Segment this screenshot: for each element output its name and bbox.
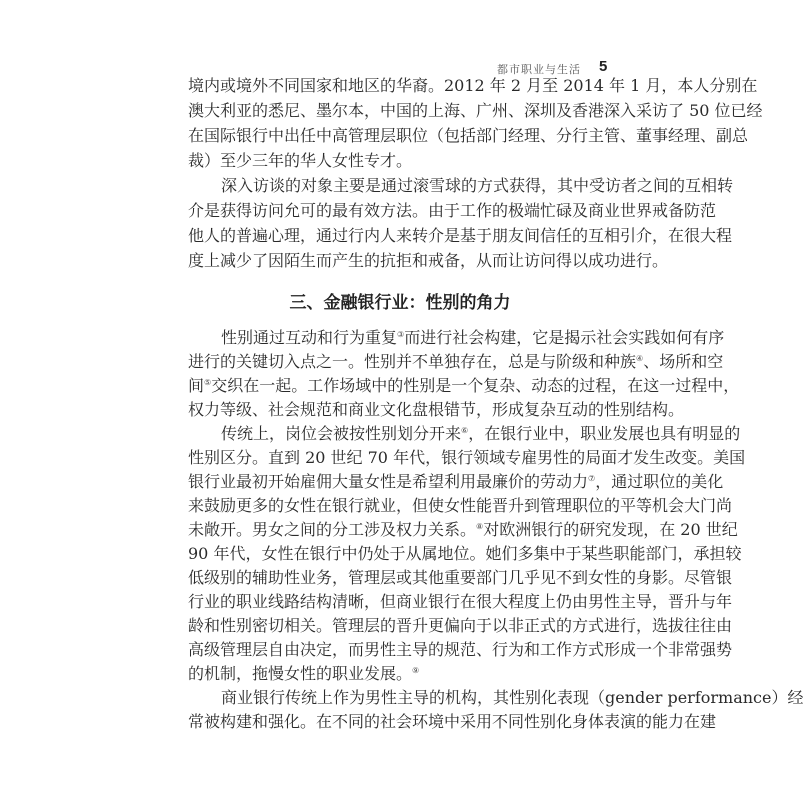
text-run: 对欧洲银行的研究发现，在 20 世纪 (483, 520, 738, 539)
text-line (188, 542, 742, 566)
text-run: 低级别的辅助性业务，管理层或其他重要部门几乎见不到女性的身影。尽管银 (188, 568, 733, 587)
text-run: 龄和性别密切相关。管理层的晋升更偏向于以非正式的方式进行，选拔往往由 (188, 616, 733, 635)
footnote-marker[interactable]: ④ (636, 354, 644, 363)
body-text-block (188, 326, 803, 734)
text-line (188, 223, 733, 248)
text-run: 度上减少了因陌生而产生的抗拒和戒备，从而让访问得以成功进行。 (188, 251, 669, 270)
text-line (188, 614, 733, 638)
text-run: 交织在一起。工作场域中的性别是一个复杂、动态的过程，在这一过程中， (211, 376, 740, 395)
body-text-block (188, 73, 763, 273)
text-line (188, 590, 733, 614)
text-run: 未敞开。男女之间的分工涉及权力关系。 (188, 520, 477, 539)
text-line (188, 248, 669, 273)
text-run: 介是获得访问允可的最有效方法。由于工作的极端忙碌及商业世界戒备防范 (188, 201, 717, 220)
text-run: 性别区分。直到 20 世纪 70 年代，银行领域专雇男性的局面才发生改变。美国 (188, 448, 746, 467)
text-run: 而进行社会构建，它是揭示社会实践如何有序 (404, 328, 725, 347)
text-run: 常被构建和强化。在不同的社会环境中采用不同性别化身体表演的能力在建 (188, 712, 717, 731)
text-line (188, 148, 594, 173)
text-line (188, 173, 734, 198)
text-line (188, 518, 738, 542)
text-run: 、场所和空 (643, 352, 724, 371)
text-run: 澳大利亚的悉尼、墨尔本，中国的上海、广州、深圳及香港深入采访了 50 位已经 (188, 101, 763, 120)
paragraph (188, 686, 803, 734)
text-run: 90 年代，女性在银行中仍处于从属地位。她们多集中于某些职能部门，承担较 (188, 544, 742, 563)
footnote-marker[interactable]: ⑨ (412, 666, 420, 675)
text-line (188, 686, 803, 710)
text-line (188, 374, 740, 398)
text-run: 境内或境外不同国家和地区的华裔。2012 年 2 月至 2014 年 1 月，本人分别在 (188, 76, 758, 95)
text-line (188, 422, 741, 446)
footnote-marker[interactable]: ③ (397, 330, 405, 339)
text-run: 裁）至少三年的华人女性专才。 (188, 151, 413, 170)
footnote-marker[interactable]: ⑤ (204, 378, 212, 387)
text-line (188, 198, 717, 223)
text-line (188, 470, 724, 494)
text-line (188, 98, 763, 123)
text-line (188, 494, 733, 518)
text-run: 权力等级、社会规范和商业文化盘根错节，形成复杂互动的性别结构。 (188, 400, 685, 419)
text-run: 行业的职业线路结构清晰，但商业银行在很大程度上仍由男性主导，晋升与年 (188, 592, 733, 611)
text-run: 高级管理层自由决定，而男性主导的规范、行为和工作方式形成一个非常强势 (188, 640, 733, 659)
text-run: 进行的关键切入点之一。性别并不单独存在，总是与阶级和种族 (188, 352, 637, 371)
text-run: 间 (188, 376, 205, 395)
text-line (188, 638, 733, 662)
footnote-marker[interactable]: ⑦ (588, 474, 596, 483)
paragraph (188, 173, 734, 273)
paragraph (188, 73, 763, 173)
section-heading: 三、金融银行业：性别的角力 (289, 293, 511, 313)
paragraph (188, 326, 740, 422)
page-number: 5 (599, 58, 608, 75)
text-run: 商业银行传统上作为男性主导的机构，其性别化表现（gender performance）经 (221, 688, 803, 707)
footnote-marker[interactable]: ⑥ (461, 426, 469, 435)
text-run: ，通过职位的美化 (595, 472, 724, 491)
text-run: 深入访谈的对象主要是通过滚雪球的方式获得，其中受访者之间的互相转 (221, 176, 734, 195)
text-line (188, 446, 746, 470)
text-run: ，在银行业中，职业发展也具有明显的 (468, 424, 741, 443)
paragraph (188, 422, 746, 686)
text-run: 传统上，岗位会被按性别划分开来 (221, 424, 462, 443)
text-line (188, 326, 725, 350)
text-line (188, 73, 758, 98)
text-run: 来鼓励更多的女性在银行就业，但使女性能晋升到管理职位的平等机会大门尚 (188, 496, 733, 515)
text-line (188, 566, 733, 590)
running-head-title: 都市职业与生活 (497, 63, 581, 76)
footnote-marker[interactable]: ⑧ (476, 522, 484, 531)
text-line (188, 123, 749, 148)
text-run: 在国际银行中出任中高管理层职位（包括部门经理、分行主管、董事经理、副总 (188, 126, 749, 145)
text-run: 的机制，拖慢女性的职业发展。 (188, 664, 413, 683)
text-line (188, 398, 685, 422)
text-run: 银行业最初开始雇佣大量女性是希望利用最廉价的劳动力 (188, 472, 589, 491)
text-line (188, 710, 717, 734)
text-line (188, 662, 594, 686)
text-run: 他人的普遍心理，通过行内人来转介是基于朋友间信任的互相引介，在很大程 (188, 226, 733, 245)
text-run: 性别通过互动和行为重复 (221, 328, 398, 347)
text-line (188, 350, 724, 374)
